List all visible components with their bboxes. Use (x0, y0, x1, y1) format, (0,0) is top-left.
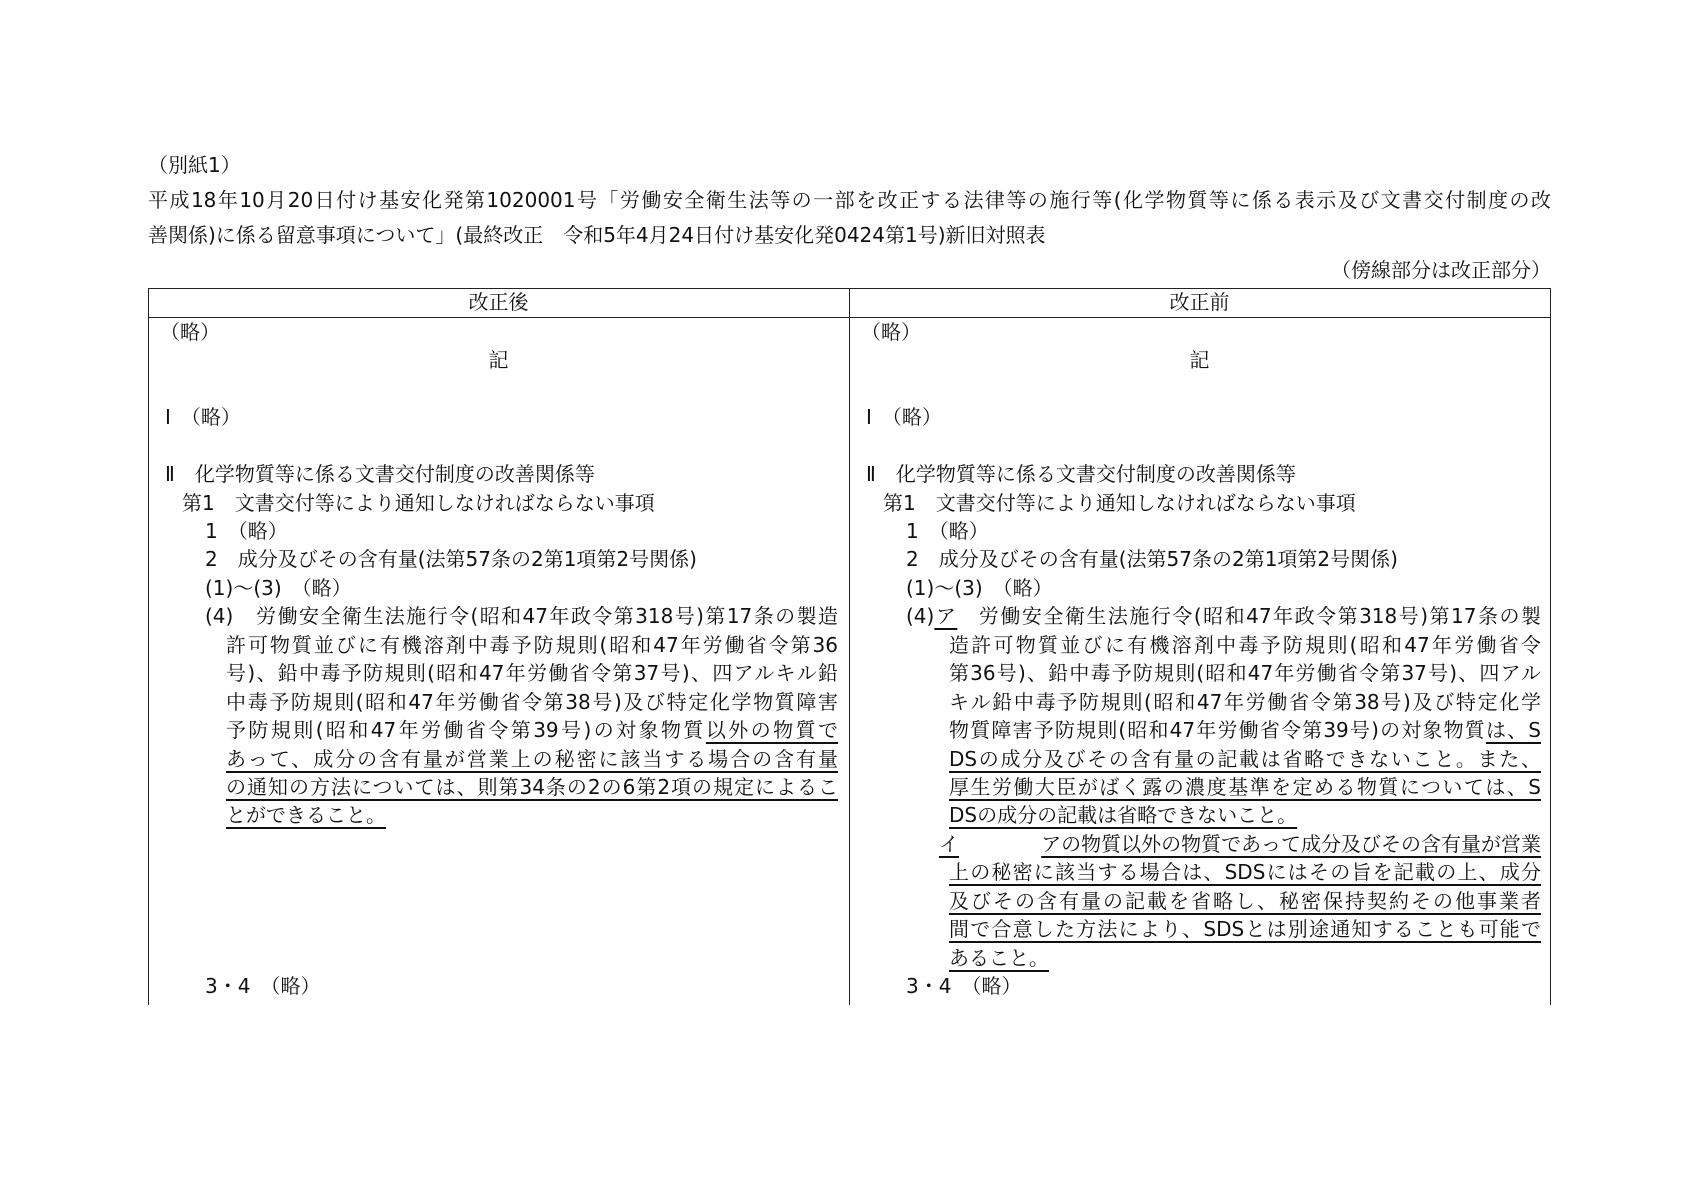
item-4-number: (4) (906, 604, 935, 629)
section-1: Ⅰ （略） (866, 405, 942, 430)
item-4-line (226, 716, 838, 744)
item-4-line: 号)、鉛中毒予防規則(昭和47年労働省令第37号)、四アルキル鉛 (226, 661, 838, 686)
comparison-table (148, 288, 1551, 1005)
omitted-text: （略） (861, 320, 921, 344)
item-4-line: 許可物質並びに有機溶剤中毒予防規則(昭和47年労働省令第36 (226, 632, 838, 657)
item-4-line: (4) 労働安全衛生法施行令(昭和47年政令第318号)第17条の製造 (205, 604, 838, 629)
amended-text: あって、成分の含有量が営業上の秘密に該当する場合の含有量 (226, 746, 838, 771)
ki-heading: 記 (488, 348, 509, 373)
item-dai1-heading: 第1 文書交付等により通知しなければならない事項 (182, 490, 655, 515)
amended-text: イ (939, 831, 959, 856)
amended-text: の通知の方法については、則第34条の2の6第2項の規定によるこ (226, 774, 838, 799)
amended-text: DSの成分及びその含有量の記載は省略できないこと。また、 (949, 746, 1541, 771)
document-title-line-2: 善関係)に係る留意事項について」(最終改正 令和5年4月24日付け基安化発0424第1号)新旧対照表 (148, 223, 1046, 247)
item-1: 1 （略） (906, 519, 989, 543)
amended-text: 厚生労働大臣がばく露の濃度基準を定める物質については、S (949, 774, 1541, 799)
column-header-after: 改正後 (468, 290, 529, 314)
amended-text: 以外の物質で (705, 718, 839, 742)
item-dai1-heading: 第1 文書交付等により通知しなければならない事項 (883, 490, 1356, 515)
table-right-border (1550, 288, 1551, 1005)
item-4a-text: 労働安全衛生法施行令(昭和47年政令第318号)第17条の製 (957, 604, 1541, 629)
item-4a-text: 物質障害予防規則(昭和47年労働省令第39号)の対象物質 (949, 718, 1486, 742)
item-1: 1 （略） (205, 519, 288, 543)
item-4a-line: 第36号)、鉛中毒予防規則(昭和47年労働省令第37号)、四アル (949, 661, 1541, 686)
amended-text: あること。 (949, 945, 1049, 970)
item-4a-line (906, 602, 1541, 630)
attachment-label: （別紙1） (148, 153, 241, 177)
document-title-line-1: 平成18年10月20日付け基安化発第1020001号「労働安全衛生法等の一部を改正する法律等の施行等(化学物質等に係る表示及び文書交付制度の改 (148, 188, 1551, 212)
item-4a-line (949, 716, 1541, 744)
item-2-heading: 2 成分及びその含有量(法第57条の2第1項第2号関係) (205, 547, 697, 572)
omitted-text: （略） (160, 320, 220, 344)
amended-text: とができること。 (226, 803, 386, 828)
ki-heading: 記 (1189, 348, 1210, 373)
item-1-3: (1)～(3) （略） (906, 575, 1053, 600)
item-3-4: 3・4 （略） (205, 973, 321, 998)
section-2-heading: Ⅱ 化学物質等に係る文書交付制度の改善関係等 (165, 462, 595, 487)
amended-text: DSの成分の記載は省略できないこと。 (949, 803, 1298, 828)
section-2-heading: Ⅱ 化学物質等に係る文書交付制度の改善関係等 (866, 462, 1296, 487)
underline-note: （傍線部分は改正部分） (1331, 258, 1551, 282)
column-after-revision (148, 288, 849, 1005)
column-before-revision (849, 288, 1550, 1005)
item-4-line: 中毒予防規則(昭和47年労働省令第38号)及び特定化学物質障害 (226, 689, 838, 714)
item-3-4: 3・4 （略） (906, 973, 1022, 998)
amended-text: ア (934, 604, 958, 629)
item-4a-line: キル鉛中毒予防規則(昭和47年労働省令第38号)及び特定化学 (949, 689, 1541, 714)
item-1-3: (1)～(3) （略） (205, 575, 352, 600)
amended-text: は、S (1485, 718, 1541, 742)
amended-text: 間で合意した方法により、SDSとは別途通知することも可能で (949, 917, 1541, 941)
item-2-heading: 2 成分及びその含有量(法第57条の2第1項第2号関係) (906, 547, 1398, 572)
amended-text: 上の秘密に該当する場合は、SDSにはその旨を記載の上、成分 (949, 860, 1541, 885)
item-4-text: 予防規則(昭和47年労働省令第39号)の対象物質 (226, 718, 706, 742)
amended-text: 及びその含有量の記載を省略し、秘密保持契約その他事業者 (949, 888, 1541, 913)
section-1: Ⅰ （略） (165, 405, 241, 430)
amended-text: アの物質以外の物質であって成分及びその含有量が営業 (1041, 831, 1541, 856)
item-4i-line (939, 830, 1541, 858)
item-4a-line: 造許可物質並びに有機溶剤中毒予防規則(昭和47年労働省令 (949, 632, 1541, 657)
column-header-before: 改正前 (1169, 290, 1230, 314)
